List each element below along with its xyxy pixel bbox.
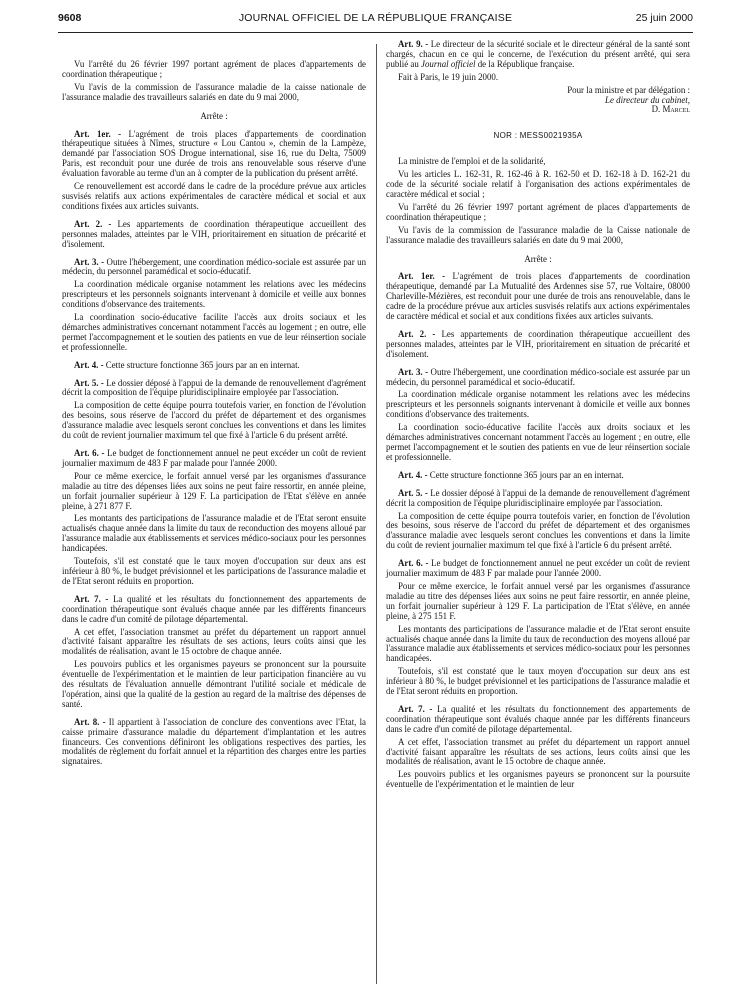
article-5 — [386, 489, 690, 509]
page-header — [58, 6, 693, 30]
article-text: Cette structure fonctionne 365 jours par an en internat. — [429, 469, 624, 480]
minister-intro: La ministre de l'emploi et de la solidarité, — [398, 156, 546, 167]
article-5 — [62, 379, 366, 399]
article-text: Le budget de fonctionnement annuel ne peut excéder un coût de revient journalier maximum de 483 F par malade pour l'année 2000. — [62, 448, 366, 468]
paragraph: La coordination socio-éducative facilite l'accès aux droits sociaux et les démarches administratives concernant notamment l'accès au logement ; en outre, elle permet l'accompagnement et le soutien des patients en vue de leur réinsertion sociale et professionnelle. — [386, 422, 690, 462]
article-label: Art. 9. - — [398, 39, 429, 49]
journal-officiel-ref: Journal officiel — [421, 58, 476, 69]
journal-title: JOURNAL OFFICIEL DE LA RÉPUBLIQUE FRANÇAISE — [238, 12, 513, 24]
article-6 — [386, 559, 690, 579]
article-text: L'agrément de trois places d'appartements de coordination thérapeutique situées à Nîmes, structure « Lou Cantou », chemin de la Lampèze, demandé par l'association SOS Drogue international, sise 16, rue du Delta, 75009 Paris, est reconduit pour une durée de trois ans renouvelable sous réserve d'une évaluation favorable au terme d'un an à compter de la publication du présent arrêté. — [62, 128, 367, 179]
article-3 — [386, 368, 690, 388]
article-label: Art. 3. - — [74, 256, 105, 267]
arrete-heading: Arrête : — [200, 110, 228, 121]
article-7 — [62, 595, 366, 625]
article-6 — [62, 449, 366, 469]
paragraph: Les pouvoirs publics et les organismes payeurs se prononcent sur la poursuite éventuelle de l'expérimentation et le maintien de leur participation financière au vu des résultats de l'évaluation annuelle démontrant l'utilité sociale et médicale de l'opération, ainsi que la qualité de la gestion au regard de la maîtrise des dépenses de santé. — [62, 659, 366, 709]
article-text: Les appartements de coordination thérapeutique accueillent des personnes malades, atteintes par le VIH, prioritairement en situation de précarité et d'isolement. — [62, 218, 366, 249]
article-8 — [62, 718, 366, 768]
article-text: L'agrément de trois places d'appartements de coordination thérapeutique, demandé par La Mutualité des Ardennes sise 57, rue Voltaire, 08000 Charleville-Mézières, est reconduit pour une durée de trois ans renouvelable, dans le cadre de la procédure prévue aux articles susvisés relatifs aux actions expérimentales de caractère médical et social et aux conditions fixées aux articles suivants. — [386, 271, 691, 322]
paragraph: La composition de cette équipe pourra toutefois varier, en fonction de l'évolution des besoins, sous réserve de l'accord du préfet de département et des organismes d'assurance maladie avec lesquels seront conclues les conventions et dans la limite du coût de revient journalier maximum tel que fixé à l'article 6 du présent arrêté. — [386, 510, 690, 551]
article-label: Art. 5. - — [398, 487, 428, 498]
left-column — [62, 60, 366, 770]
article-text: Outre l'hébergement, une coordination médico-sociale est assurée par un médecin, du personnel paramédical et socio-éducatif. — [62, 256, 367, 277]
article-text: Cette structure fonctionne 365 jours par an en internat. — [105, 359, 300, 370]
article-label: Art. 7. - — [398, 703, 433, 714]
page-number: 9608 — [58, 12, 82, 24]
article-text: La qualité et les résultats du fonctionnement des appartements de coordination thérapeutique sont évalués chaque année par les différents financeurs dans le cadre d'un comité de pilotage départemental. — [62, 593, 366, 624]
paragraph: Les pouvoirs publics et les organismes payeurs se prononcent sur la poursuite éventuelle de l'expérimentation et le maintien de leur — [386, 769, 690, 790]
paragraph: La coordination médicale organise notamment les relations avec les médecins prescripteurs et les personnels soignants intervenant à domicile et veille aux bonnes conditions d'observance des traitements. — [386, 389, 690, 420]
arrete-heading: Arrête : — [524, 253, 552, 264]
article-label: Art. 4. - — [398, 469, 428, 480]
article-label: Art. 6. - — [74, 448, 105, 458]
article-label: Art. 6. - — [398, 558, 429, 569]
article-text: Il appartient à l'association de conclure des conventions avec l'Etat, la caisse primaire d'assurance maladie du département d'implantation et les autres financeurs. Ces conventions définiront les obligations respectives des parties, les modalités de règlement du forfait annuel et la répartition des charges entre les parties signataires. — [62, 716, 366, 767]
article-label: Art. 7. - — [74, 593, 109, 604]
article-label: Art. 2. - — [74, 218, 112, 229]
paragraph: Pour ce même exercice, le forfait annuel versé par les organismes d'assurance maladie au titre des dépenses liées aux soins ne peut faire ressortir, en année pleine, un forfait journalier supérieur à 129 F. La participation de l'Etat s'élève, en année pleine, à 275 151 F. — [386, 580, 690, 621]
paragraph: A cet effet, l'association transmet au préfet du département un rapport annuel d'activité faisant apparaître les résultats de ses actions, leurs coûts ainsi que les modalités de réalisation, avant le 15 octobre de chaque année. — [62, 626, 366, 657]
paragraph: A cet effet, l'association transmet au préfet du département un rapport annuel d'activité faisant apparaître les résultats de ses actions, leurs coûts ainsi que les modalités de réalisation, avant le 15 octobre de chaque année. — [386, 736, 690, 767]
article-4 — [62, 361, 366, 371]
article-text-end: de la République française. — [477, 58, 575, 69]
article-text: Le dossier déposé à l'appui de la demande de renouvellement d'agrément décrit la composition de l'équipe pluridisciplinaire employée par l'association. — [62, 377, 367, 398]
article-1 — [62, 130, 366, 180]
article-label: Art. 3. - — [398, 366, 429, 377]
article-label: Art. 5. - — [74, 377, 104, 388]
article-label: Art. 1er. - — [398, 271, 446, 282]
right-column — [386, 40, 690, 793]
vu-paragraph: Vu les articles L. 162-31, R. 162-46 à R. 162-50 et D. 162-18 à D. 162-21 du code de la sécurité sociale relatif à l'organisation des actions expérimentales de caractère médical et social ; — [386, 169, 690, 199]
paragraph: Les montants des participations de l'assurance maladie et de l'Etat seront ensuite actualisés chaque année dans la limite du taux de reconduction des moyens alloué par l'assurance maladie aux établissements et services médico-sociaux pour les personnes handicapées. — [62, 513, 366, 554]
article-9 — [386, 40, 690, 70]
header-rule — [58, 32, 693, 33]
paragraph: Pour ce même exercice, le forfait annuel versé par les organismes d'assurance maladie au titre des dépenses liées aux soins ne peut faire ressortir, en année pleine, un forfait journalier supérieur à 129 F. La participation de l'Etat s'élève en année pleine, à 271 877 F. — [62, 470, 366, 511]
signature-delegation: Pour la ministre et par délégation : — [567, 84, 690, 95]
vu-paragraph: Vu l'arrêté du 26 février 1997 portant agrément de places d'appartements de coordination thérapeutique ; — [62, 59, 366, 79]
paragraph: Toutefois, s'il est constaté que le taux moyen d'occupation sur deux ans est inférieur à 80 %, le budget prévisionnel et les participations de l'assurance maladie et de l'Etat seront réduits en proportion. — [62, 556, 366, 586]
paragraph: Toutefois, s'il est constaté que le taux moyen d'occupation sur deux ans est inférieur à 80 %, le budget prévisionnel et les participations de l'assurance maladie et de l'Etat seront réduits en proportion. — [386, 666, 690, 697]
signature-role: Le directeur du cabinet, — [605, 94, 690, 105]
article-7 — [386, 705, 690, 735]
vu-paragraph: Vu l'avis de la commission de l'assurance maladie de la caisse nationale de l'assurance maladie des travailleurs salariés en date du 9 mai 2000, — [62, 81, 366, 102]
article-text: Outre l'hébergement, une coordination médico-sociale est assurée par un médecin, du personnel paramédical et socio-éducatif. — [386, 366, 691, 387]
article-3 — [62, 258, 366, 278]
article-label: Art. 2. - — [398, 328, 436, 339]
paragraph: Les montants des participations de l'assurance maladie et de l'Etat seront ensuite actualisés chaque année dans la limite du taux de reconduction des moyens alloué par l'assurance maladie aux établissements et services médico-sociaux pour les personnes handicapées. — [386, 623, 690, 664]
fait-line: Fait à Paris, le 19 juin 2000. — [398, 71, 499, 82]
paragraph: La composition de cette équipe pourra toutefois varier, en fonction de l'évolution des besoins, sous réserve de l'accord du préfet de département et des organismes d'assurance maladie avec lesquels seront conclues les conventions et dans les limites du coût de revient journalier maximum tel que fixé à l'article 6 du présent arrêté. — [62, 400, 366, 441]
article-2 — [386, 330, 690, 360]
vu-paragraph: Vu l'arrêté du 26 février 1997 portant agrément de places d'appartements de coordination thérapeutique ; — [386, 201, 690, 222]
paragraph: La coordination médicale organise notamment les relations avec les médecins prescripteurs et les personnels soignants intervenant à domicile et veille aux bonnes conditions d'observance des traitements. — [62, 279, 366, 310]
paragraph: Ce renouvellement est accordé dans le cadre de la procédure prévue aux articles susvisés relatifs aux actions expérimentales de caractère médical et social et aux conditions fixées aux articles suivants. — [62, 181, 366, 211]
article-label: Art. 8. - — [74, 716, 106, 727]
article-text: Le directeur de la sécurité sociale et le directeur général de la santé sont chargés, chacun en ce qui le concerne, de l'exécution du présent arrêté, qui sera publié au — [386, 39, 690, 69]
article-2 — [62, 220, 366, 250]
issue-date: 25 juin 2000 — [635, 12, 693, 24]
article-label: Art. 1er. - — [74, 128, 122, 139]
article-text: Les appartements de coordination thérapeutique accueillent des personnes malades, atteintes par le VIH, prioritairement en situation de précarité et d'isolement. — [386, 328, 690, 359]
paragraph: La coordination socio-éducative facilite l'accès aux droits sociaux et les démarches administratives concernant notamment l'accès au logement ; en outre, elle permet l'accompagnement et le soutien des patients en vue de leur réinsertion sociale et professionnelle. — [62, 312, 366, 352]
column-separator — [376, 44, 377, 984]
vu-paragraph: Vu l'avis de la commission de l'assurance maladie de la Caisse nationale de l'assurance maladie des travailleurs salariés en date du 9 mai 2000, — [386, 224, 690, 245]
signature-name: D. Marcel — [651, 104, 690, 115]
article-text: Le dossier déposé à l'appui de la demande de renouvellement d'agrément décrit la composition de l'équipe pluridisciplinaire employée par l'association. — [386, 487, 691, 508]
article-text: La qualité et les résultats du fonctionnement des appartements de coordination thérapeutique sont évalués chaque année par les différents financeurs dans le cadre d'un comité de pilotage départemental. — [386, 703, 690, 734]
article-text: Le budget de fonctionnement annuel ne peut excéder un coût de revient journalier maximum de 483 F par malade pour l'année 2000. — [386, 558, 690, 579]
nor-reference: NOR : MESS0021935A — [493, 131, 583, 141]
article-1 — [386, 272, 690, 322]
article-4 — [386, 471, 690, 481]
article-label: Art. 4. - — [74, 359, 104, 370]
